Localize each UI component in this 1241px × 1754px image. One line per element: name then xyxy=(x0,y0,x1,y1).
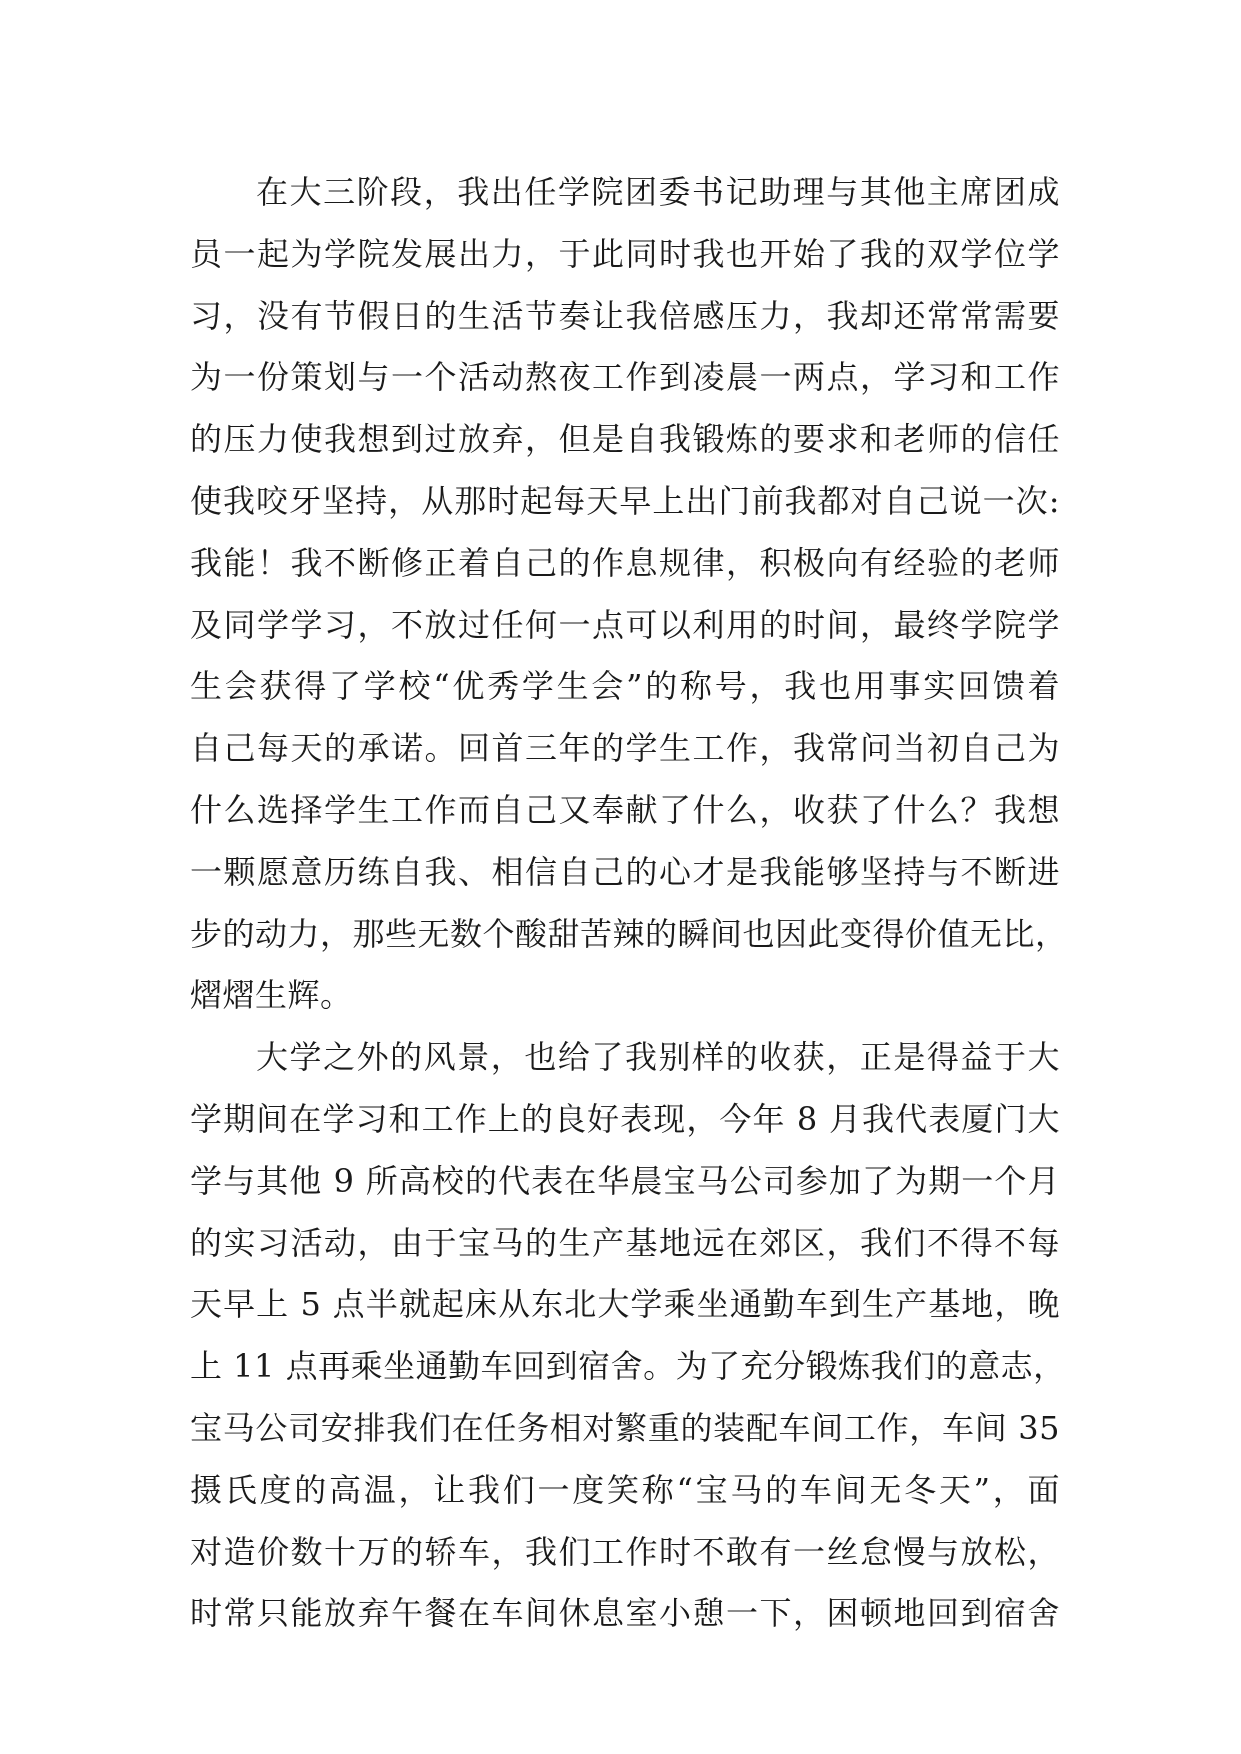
paragraph-2-line-2: 学期间在学习和工作上的良好表现，今年 8 月我代表厦门大 xyxy=(190,1099,1060,1138)
paragraph-2-line-10: 时常只能放弃午餐在车间休息室小憩一下，困顿地回到宿舍 xyxy=(190,1594,1060,1633)
paragraph-2-line-7: 宝马公司安排我们在任务相对繁重的装配车间工作，车间 35 xyxy=(190,1408,1060,1447)
paragraph-2-line-6: 上 11 点再乘坐通勤车回到宿舍。为了充分锻炼我们的意志， xyxy=(190,1347,1066,1386)
paragraph-1-line-1: 在大三阶段，我出任学院团委书记助理与其他主席团成 xyxy=(256,173,1060,211)
paragraph-1-line-5: 的压力使我想到过放弃，但是自我锻炼的要求和老师的信任 xyxy=(190,420,1060,459)
paragraph-1-line-4: 为一份策划与一个活动熬夜工作到凌晨一两点，学习和工作 xyxy=(190,358,1060,397)
paragraph-1-line-14: 熠熠生辉。 xyxy=(190,976,353,1015)
paragraph-2-line-1: 大学之外的风景，也给了我别样的收获，正是得益于大 xyxy=(256,1038,1060,1077)
paragraph-2-line-3: 学与其他 9 所高校的代表在华晨宝马公司参加了为期一个月 xyxy=(190,1161,1060,1200)
paragraph-1-line-12: 一颗愿意历练自我、相信自己的心才是我能够坚持与不断进 xyxy=(190,852,1060,891)
paragraph-2-line-5: 天早上 5 点半就起床从东北大学乘坐通勤车到生产基地，晚 xyxy=(190,1285,1060,1324)
paragraph-1-line-6: 使我咬牙坚持，从那时起每天早上出门前我都对自己说一次: xyxy=(190,481,1060,520)
body-text xyxy=(190,162,1068,1645)
paragraph-1-line-9: 生会获得了学校“优秀学生会”的称号，我也用事实回馈着 xyxy=(190,667,1060,706)
paragraph-1-line-3: 习，没有节假日的生活节奏让我倍感压力，我却还常常需要 xyxy=(190,296,1060,335)
paragraph-1-line-2: 员一起为学院发展出力，于此同时我也开始了我的双学位学 xyxy=(190,234,1060,273)
paragraph-2-line-4: 的实习活动，由于宝马的生产基地远在郊区，我们不得不每 xyxy=(190,1223,1060,1262)
paragraph-2-line-9: 对造价数十万的轿车，我们工作时不敢有一丝怠慢与放松， xyxy=(190,1532,1060,1571)
paragraph-1-line-10: 自己每天的承诺。回首三年的学生工作，我常问当初自己为 xyxy=(190,729,1060,768)
paragraph-2-line-8: 摄氏度的高温，让我们一度笑称“宝马的车间无冬天”，面 xyxy=(190,1470,1060,1509)
paragraph-1-line-7: 我能！我不断修正着自己的作息规律，积极向有经验的老师 xyxy=(190,543,1060,582)
paragraph-1-line-11: 什么选择学生工作而自己又奉献了什么，收获了什么？我想 xyxy=(190,790,1060,829)
paragraph-1-line-8: 及同学学习，不放过任何一点可以利用的时间，最终学院学 xyxy=(190,605,1060,644)
paragraph-1-line-13: 步的动力，那些无数个酸甜苦辣的瞬间也因此变得价值无比， xyxy=(190,914,1068,953)
